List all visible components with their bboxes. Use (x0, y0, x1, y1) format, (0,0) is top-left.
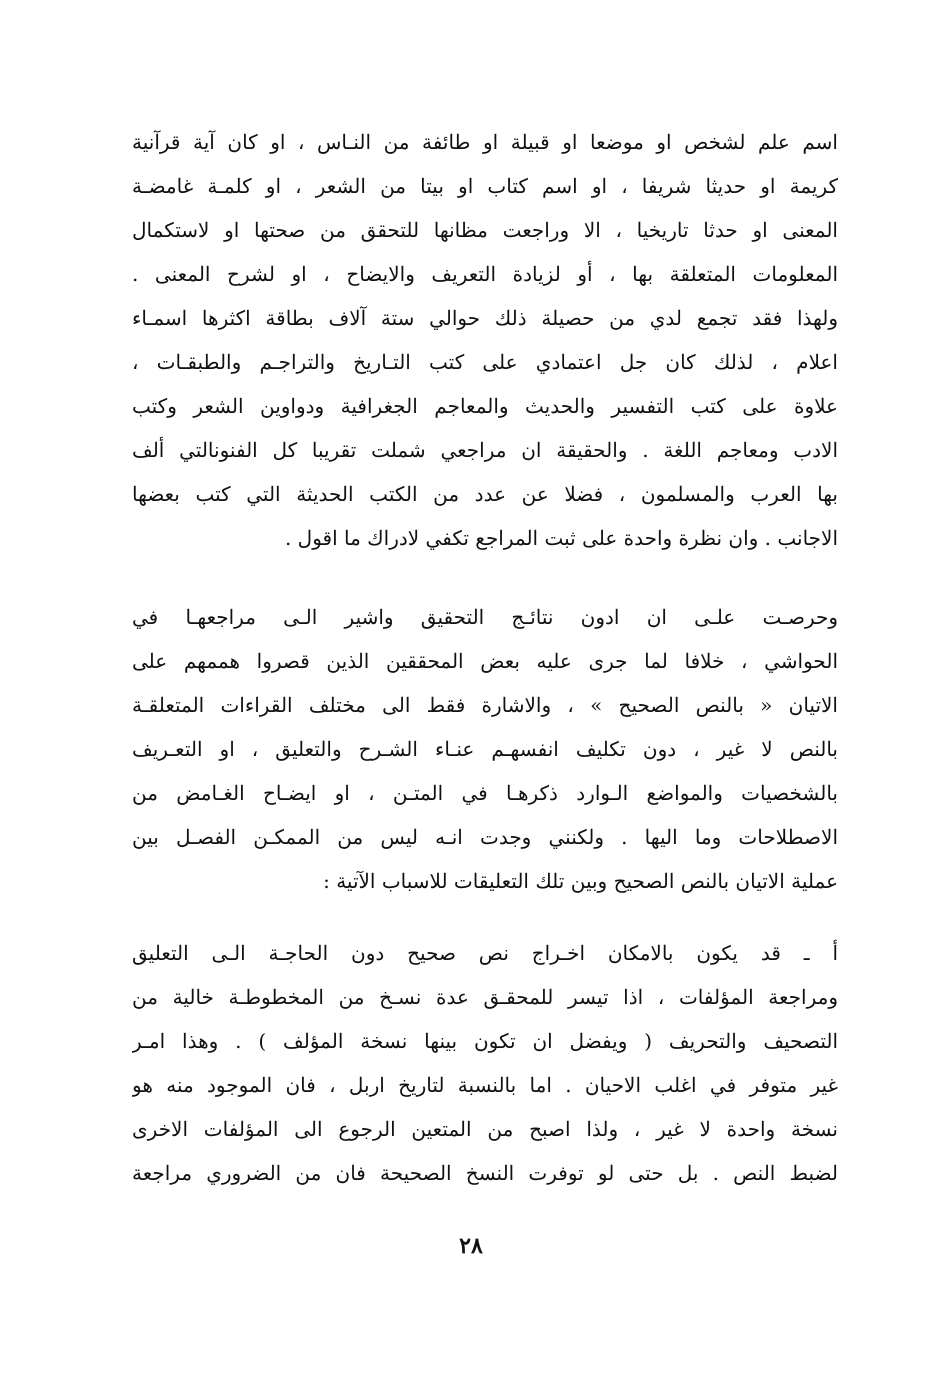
paragraph-line: اعلام ، لذلك كان جل اعتمادي على كتب التـاريخ والتراجـم والطبقـات ، (132, 350, 838, 374)
paragraph-line: علاوة على كتب التفسير والحديث والمعاجم الجغرافية ودواوين الشعر وكتب (132, 394, 838, 418)
paragraph-line: اسم علم لشخص او موضعا او قبيلة او طائفة من النـاس ، او كان آية قرآنية (132, 130, 838, 154)
paragraph-line: الحواشي ، خلافا لما جرى عليه بعض المحققين الذين قصروا هممهم على (132, 649, 838, 673)
paragraph-2 (132, 595, 838, 903)
paragraph-line: ولهذا فقد تجمع لدي من حصيلة ذلك حوالي ستة آلاف بطاقة اكثرها اسمـاء (132, 306, 838, 330)
paragraph-3 (132, 931, 838, 1195)
paragraph-line: عملية الاتيان بالنص الصحيح وبين تلك التعليقات للاسباب الآتية : (323, 869, 838, 893)
paragraph-line: وحرصـت علـى ان ادون نتائـج التحقيق واشير الـى مراجعهـا في (132, 605, 838, 629)
paragraph-line: غير متوفر في اغلب الاحيان . اما بالنسبة لتاريخ اربل ، فان الموجود منه هو (132, 1073, 838, 1097)
paragraph-line: الاصطلاحات وما اليها . ولكنني وجدت انـه ليس من الممكـن الفصـل بين (132, 825, 838, 849)
page-number: ٢٨ (459, 1233, 483, 1259)
paragraph-line: كريمة او حديثا شريفا ، او اسم كتاب او بيتا من الشعر ، او كلمـة غامضـة (132, 174, 838, 198)
paragraph-line: لضبط النص . بل حتى لو توفرت النسخ الصحيحة فان من الضروري مراجعة (132, 1161, 838, 1185)
paragraph-line: بالشخصيات والمواضع الـوارد ذكرهـا في المتـن ، او ايضـاح الغـامض من (132, 781, 838, 805)
paragraph-line: ومراجعة المؤلفات ، اذا تيسر للمحقـق عدة نسـخ من المخطوطـة خالية من (132, 985, 838, 1009)
paragraph-line: الاتيان « بالنص الصحيح » ، والاشارة فقط الى مختلف القراءات المتعلقـة (132, 693, 838, 717)
paragraph-line: أ ـ قد يكون بالامكان اخـراج نص صحيح دون الحاجـة الـى التعليق (132, 941, 838, 965)
paragraph-line: المعلومات المتعلقة بها ، أو لزيادة التعريف والايضاح ، او لشرح المعنى . (132, 262, 838, 286)
paragraph-line: بالنص لا غير ، دون تكليف انفسهـم عنـاء الشـرح والتعليق ، او التعـريف (132, 737, 838, 761)
paragraph-line: التصحيف والتحريف ( ويفضل ان تكون بينها نسخة المؤلف ) . وهذا امـر (132, 1029, 838, 1053)
paragraph-line: الادب ومعاجم اللغة . والحقيقة ان مراجعي شملت تقريبا كل الفنونالتي ألف (132, 438, 838, 462)
paragraph-line: الاجانب . وان نظرة واحدة على ثبت المراجع تكفي لادراك ما اقول . (284, 526, 838, 550)
paragraph-1 (132, 120, 838, 560)
paragraph-line: المعنى او حدثا تاريخيا ، الا وراجعت مظانها للتحقق من صحتها او لاستكمال (132, 218, 838, 242)
paragraph-line: نسخة واحدة لا غير ، ولذا اصبح من المتعين الرجوع الى المؤلفات الاخرى (132, 1117, 838, 1141)
paragraph-line: بها العرب والمسلمون ، فضلا عن عدد من الكتب الحديثة التي كتب بعضها (132, 482, 838, 506)
